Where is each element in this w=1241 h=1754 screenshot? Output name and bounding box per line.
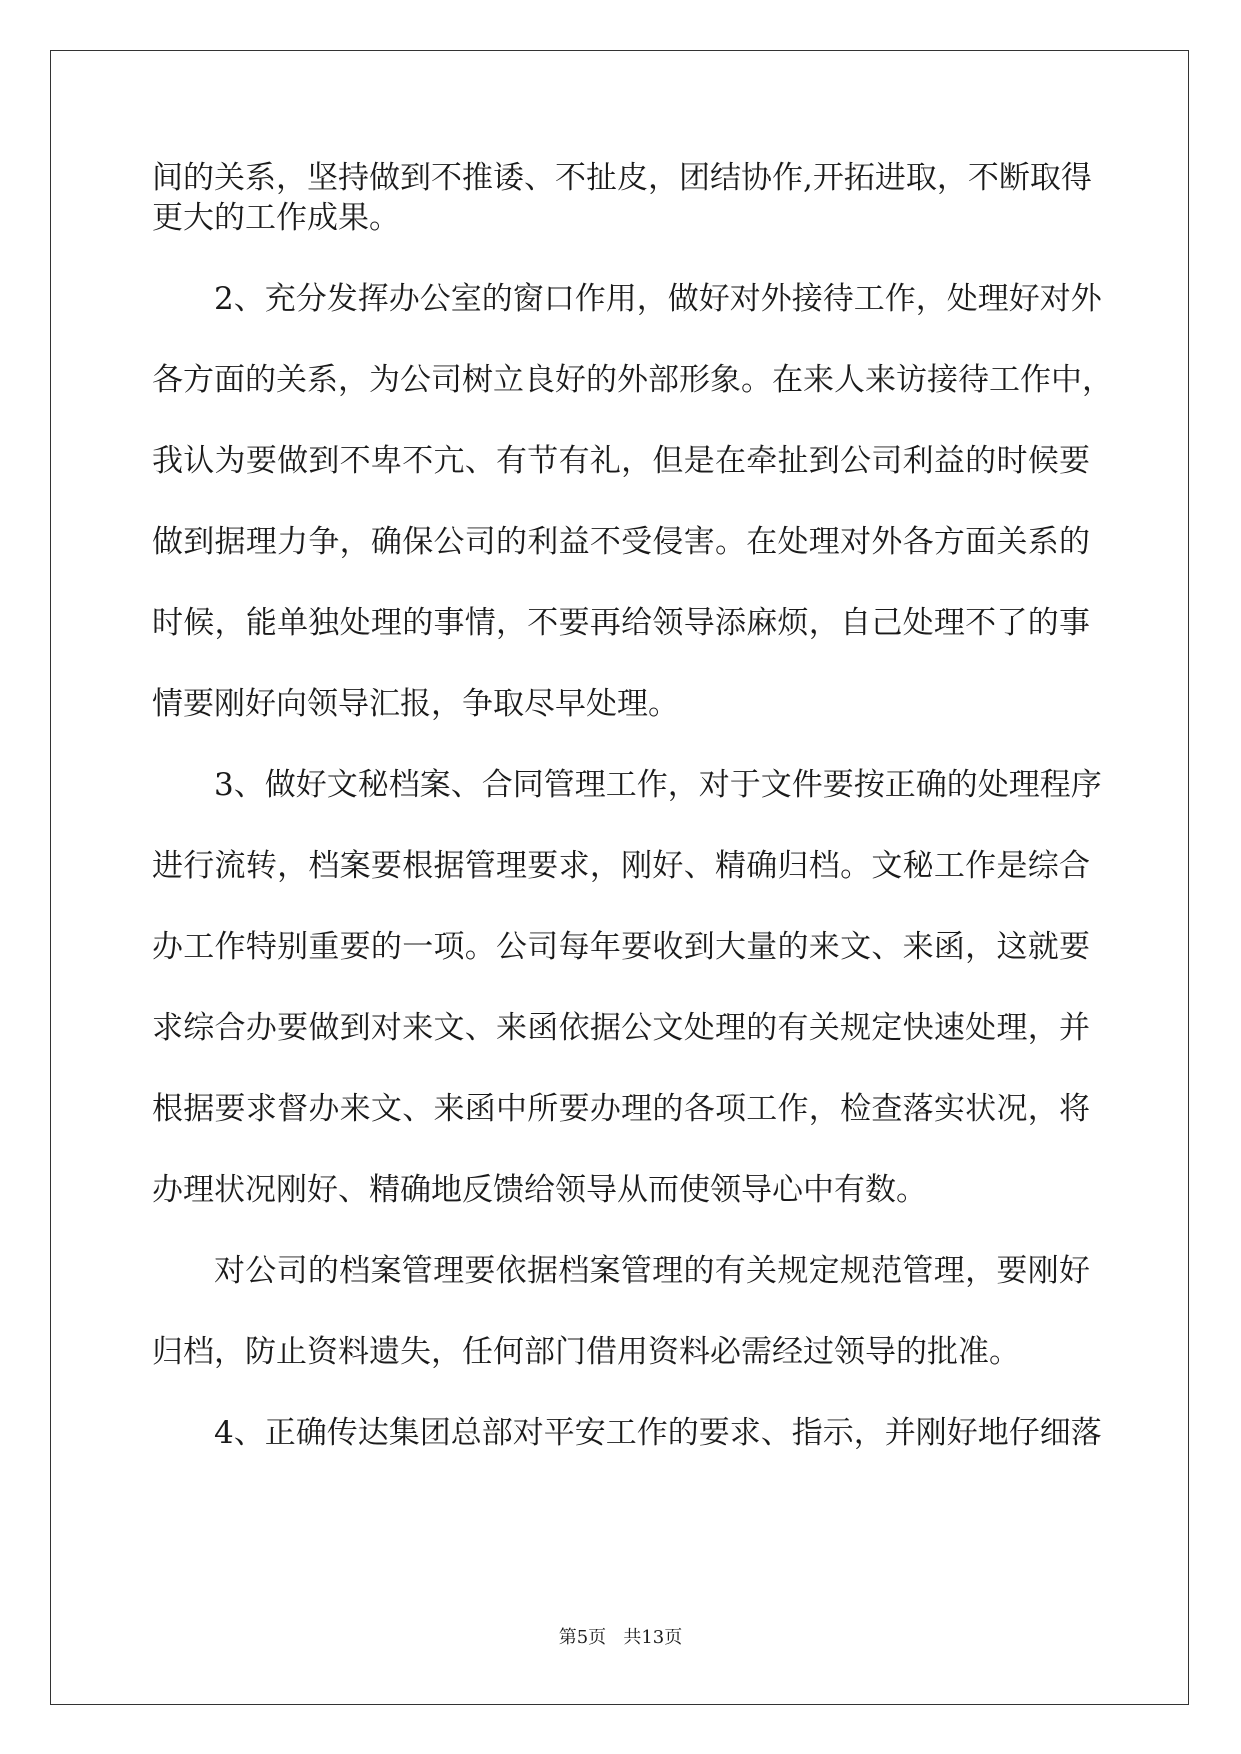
text-line: 时候，能单独处理的事情，不要再给领导添麻烦，自己处理不了的事	[152, 605, 1090, 641]
text-line: 我认为要做到不卑不亢、有节有礼，但是在牵扯到公司利益的时候要	[152, 443, 1090, 479]
text-line: 根据要求督办来文、来函中所要办理的各项工作，检查落实状况，将	[152, 1091, 1090, 1127]
text-line: 办工作特别重要的一项。公司每年要收到大量的来文、来函，这就要	[152, 929, 1090, 965]
text-line: 更大的工作成果。	[152, 200, 400, 236]
paragraph-start-line: 2、充分发挥办公室的窗口作用，做好对外接待工作，处理好对外	[214, 281, 1102, 317]
page-footer	[0, 1623, 1241, 1649]
page-total: 共13页	[623, 1627, 683, 1648]
page-number: 第5页	[558, 1627, 607, 1648]
text-line: 各方面的关系，为公司树立良好的外部形象。在来人来访接待工作中，	[152, 362, 1113, 398]
text-line: 做到据理力争，确保公司的利益不受侵害。在处理对外各方面关系的	[152, 524, 1090, 560]
text-line: 求综合办要做到对来文、来函依据公文处理的有关规定快速处理，并	[152, 1010, 1090, 1046]
text-line: 间的关系，坚持做到不推诿、不扯皮，团结协作,开拓进取，不断取得	[152, 160, 1092, 196]
document-body	[152, 158, 1113, 1453]
text-line: 办理状况刚好、精确地反馈给领导从而使领导心中有数。	[152, 1172, 927, 1208]
paragraph-start-line: 对公司的档案管理要依据档案管理的有关规定规范管理，要刚好	[214, 1253, 1090, 1289]
paragraph-start-line: 4、正确传达集团总部对平安工作的要求、指示，并刚好地仔细落	[214, 1415, 1102, 1451]
text-line: 情要刚好向领导汇报，争取尽早处理。	[152, 686, 679, 722]
paragraph-start-line: 3、做好文秘档案、合同管理工作，对于文件要按正确的处理程序	[214, 767, 1102, 803]
text-line: 归档，防止资料遗失，任何部门借用资料必需经过领导的批准。	[152, 1334, 1020, 1370]
text-line: 进行流转，档案要根据管理要求，刚好、精确归档。文秘工作是综合	[152, 848, 1090, 884]
